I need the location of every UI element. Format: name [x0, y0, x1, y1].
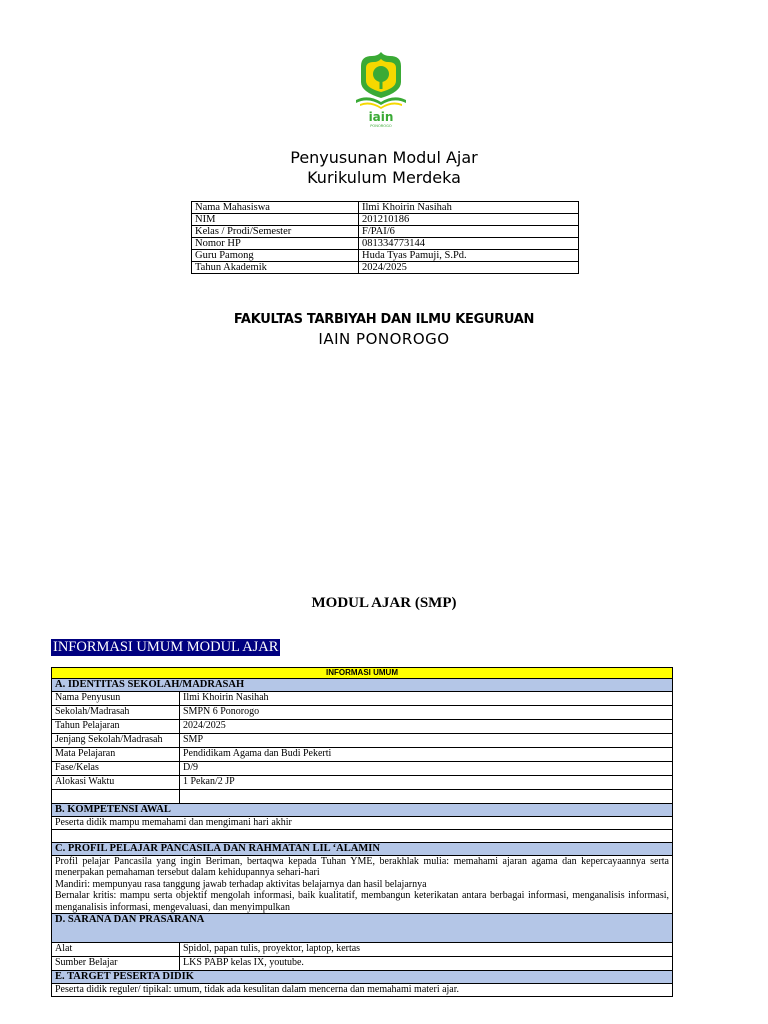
info-label: Tahun Akademik [192, 262, 359, 274]
info-label: Nomor HP [192, 238, 359, 250]
table-row [52, 984, 673, 997]
identitas-label: Sekolah/Madrasah [52, 706, 180, 720]
cover-title-line1: Penyusunan Modul Ajar [290, 148, 478, 167]
empty-row [52, 829, 673, 842]
identitas-label: Alokasi Waktu [52, 776, 180, 790]
table-row [52, 957, 673, 971]
table-banner [52, 668, 673, 679]
info-value: 081334773144 [359, 238, 579, 250]
identitas-value: 2024/2025 [180, 720, 673, 734]
info-value: Ilmi Khoirin Nasihah [359, 202, 579, 214]
info-value: Huda Tyas Pamuji, S.Pd. [359, 250, 579, 262]
table-row [52, 776, 673, 790]
profil-pelajar-text [52, 855, 673, 914]
section-row [52, 679, 673, 692]
table-row [192, 214, 579, 226]
table-row [52, 817, 673, 830]
table-row [52, 734, 673, 748]
info-label: NIM [192, 214, 359, 226]
student-info-table [191, 201, 579, 274]
section-row [52, 914, 673, 943]
faculty-name: FAKULTAS TARBIYAH DAN ILMU KEGURUAN [233, 312, 535, 327]
table-row [192, 250, 579, 262]
iain-ponorogo-logo [352, 52, 410, 128]
profil-paragraph: Mandiri: mempunyau rasa tanggung jawab terhadap aktivitas belajarnya dan hasil belajarnya [55, 878, 427, 890]
cover-title [0, 148, 768, 188]
modul-title: MODUL AJAR (SMP) [311, 595, 457, 611]
sarana-value: LKS PABP kelas IX, youtube. [180, 957, 673, 971]
informasi-umum-table [51, 667, 673, 997]
section-a-title: A. IDENTITAS SEKOLAH/MADRASAH [52, 679, 673, 692]
section-b-title: B. KOMPETENSI AWAL [52, 804, 673, 817]
institute-name: IAIN PONOROGO [318, 330, 450, 348]
info-value: 2024/2025 [359, 262, 579, 274]
identitas-value: SMPN 6 Ponorogo [180, 706, 673, 720]
identitas-value: SMP [180, 734, 673, 748]
banner-label: INFORMASI UMUM [52, 668, 673, 679]
section-row [52, 842, 673, 855]
sarana-value: Spidol, papan tulis, proyektor, laptop, kertas [180, 943, 673, 957]
table-row [192, 262, 579, 274]
cover-title-line2: Kurikulum Merdeka [307, 168, 461, 187]
table-row [192, 226, 579, 238]
identitas-label: Mata Pelajaran [52, 748, 180, 762]
kompetensi-awal-text: Peserta didik mampu memahami dan mengimani hari akhir [52, 817, 673, 830]
info-value: 201210186 [359, 214, 579, 226]
section-c-title: C. PROFIL PELAJAR PANCASILA DAN RAHMATAN LIL ‘ALAMIN [52, 842, 673, 855]
empty-row [52, 790, 673, 804]
logo-subtext: PONOROGO [370, 124, 392, 128]
table-row [52, 748, 673, 762]
identitas-label: Nama Penyusun [52, 692, 180, 706]
identitas-label: Tahun Pelajaran [52, 720, 180, 734]
info-label: Nama Mahasiswa [192, 202, 359, 214]
table-row [52, 692, 673, 706]
info-label: Guru Pamong [192, 250, 359, 262]
identitas-value: Pendidikam Agama dan Budi Pekerti [180, 748, 673, 762]
profil-paragraph: Profil pelajar Pancasila yang ingin Beriman, bertaqwa kepada Tuhan YME, berakhlak mulia: memahami ajaran agama dan kepercayaannya serta menerpakan pemahaman tersebut dalam kehidupannya sehari-hari [55, 855, 669, 878]
table-row [52, 706, 673, 720]
table-row [52, 943, 673, 957]
identitas-label: Fase/Kelas [52, 762, 180, 776]
sarana-label: Sumber Belajar [52, 957, 180, 971]
logo-text: iain [368, 110, 394, 124]
table-row [52, 855, 673, 914]
info-label: Kelas / Prodi/Semester [192, 226, 359, 238]
section-row [52, 804, 673, 817]
section-row [52, 971, 673, 984]
target-peserta-text: Peserta didik reguler/ tipikal: umum, tidak ada kesulitan dalam mencerna dan memahami materi ajar. [52, 984, 673, 997]
identitas-value: Ilmi Khoirin Nasihah [180, 692, 673, 706]
sarana-label: Alat [52, 943, 180, 957]
section-heading: INFORMASI UMUM MODUL AJAR [53, 639, 279, 655]
identitas-value: 1 Pekan/2 JP [180, 776, 673, 790]
table-row [52, 762, 673, 776]
table-row [52, 720, 673, 734]
profil-paragraph: Bernalar kritis: mampu serta objektif mengolah informasi, baik kualitatif, membangun keterikatan antara berbagai informasi, menganalisis informasi, menganalisis informasi, mengevaluasi, dan menyimpulkan [55, 890, 669, 913]
section-d-title: D. SARANA DAN PRASARANA [52, 914, 673, 943]
info-value: F/PAI/6 [359, 226, 579, 238]
identitas-label: Jenjang Sekolah/Madrasah [52, 734, 180, 748]
table-row [192, 238, 579, 250]
table-row [192, 202, 579, 214]
identitas-value: D/9 [180, 762, 673, 776]
section-e-title: E. TARGET PESERTA DIDIK [52, 971, 673, 984]
